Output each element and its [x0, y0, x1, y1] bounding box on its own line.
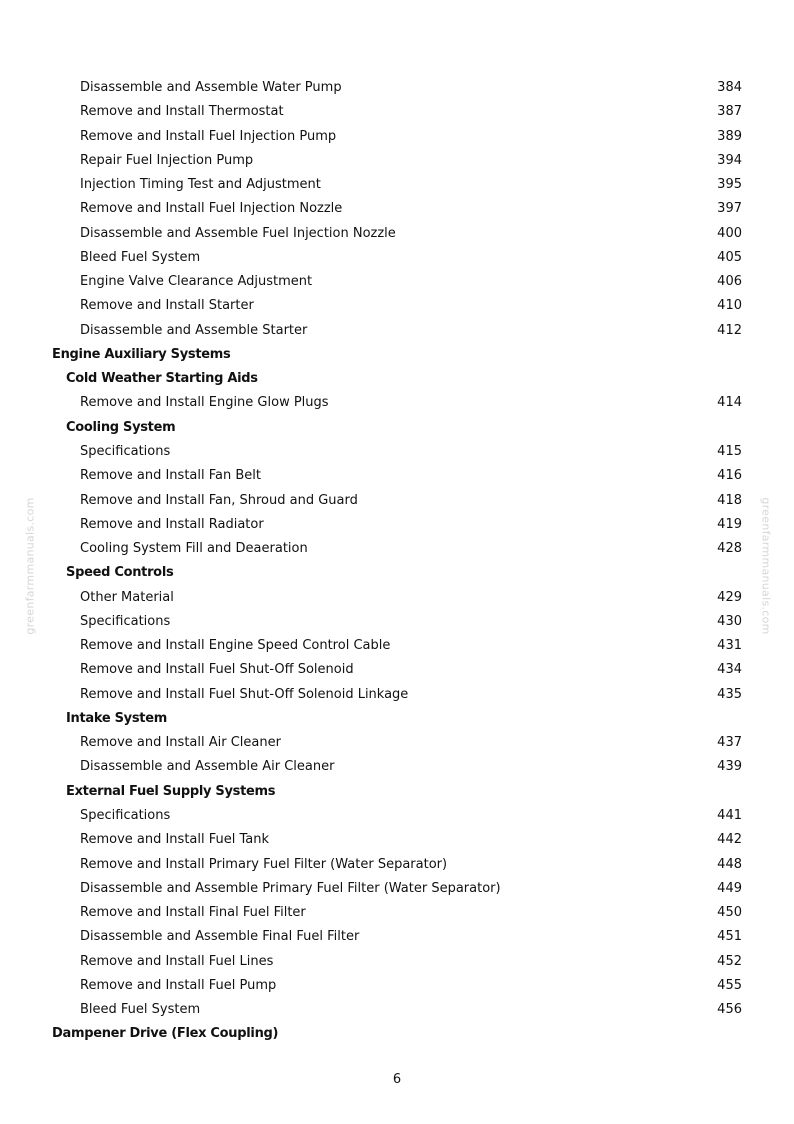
toc-entry-title: Remove and Install Thermostat — [80, 104, 284, 120]
toc-entry-title: Repair Fuel Injection Pump — [80, 152, 254, 168]
toc-entry-title: Disassemble and Assemble Water Pump — [80, 80, 342, 95]
toc-entry[interactable] — [0, 853, 794, 877]
toc-entry-title: Injection Timing Test and Adjustment — [80, 177, 321, 193]
toc-entry-page: 451 — [717, 929, 742, 945]
toc-entry[interactable] — [0, 683, 794, 707]
toc-entry[interactable] — [0, 246, 794, 270]
toc-section-heading[interactable] — [0, 343, 794, 367]
toc-entry-page: 412 — [717, 322, 742, 338]
toc-entry[interactable] — [0, 270, 794, 294]
toc-entry-title: Disassemble and Assemble Final Fuel Filter — [80, 929, 360, 945]
toc-entry-title: Cooling System Fill and Deaeration — [80, 541, 308, 557]
toc-entry-title: Remove and Install Starter — [80, 298, 254, 314]
toc-entry-page: 410 — [717, 298, 742, 314]
toc-entry-title: External Fuel Supply Systems — [66, 783, 276, 799]
toc-entry-page: 387 — [717, 104, 742, 120]
toc-entry-page: 439 — [717, 759, 742, 775]
toc-entry[interactable] — [0, 586, 794, 610]
toc-entry-title: Bleed Fuel System — [80, 249, 201, 265]
toc-entry-page: 415 — [717, 443, 742, 459]
toc-entry-page: 442 — [717, 832, 742, 848]
watermark-right: greenfarmmanuals.com — [759, 497, 773, 635]
toc-entry-title: Remove and Install Final Fuel Filter — [80, 905, 306, 921]
toc-entry[interactable] — [0, 100, 794, 124]
toc-entry-page: 428 — [717, 541, 742, 557]
toc-entry[interactable] — [0, 197, 794, 221]
toc-entry-title: Remove and Install Fuel Lines — [80, 953, 274, 969]
toc-entry[interactable] — [0, 440, 794, 464]
toc-entry[interactable] — [0, 489, 794, 513]
toc-entry-title: Engine Auxiliary Systems — [52, 346, 231, 362]
toc-entry-page: 441 — [717, 807, 742, 823]
toc-entry[interactable] — [0, 610, 794, 634]
toc-entry[interactable] — [0, 537, 794, 561]
toc-entry-page: 429 — [717, 589, 742, 605]
toc-entry-title: Disassemble and Assemble Air Cleaner — [80, 759, 335, 775]
watermark-left: greenfarmmanuals.com — [23, 497, 37, 635]
toc-entry-title: Disassemble and Assemble Starter — [80, 322, 308, 338]
toc-entry-page: 416 — [717, 468, 742, 484]
toc-entry[interactable] — [0, 950, 794, 974]
toc-entry-title: Specifications — [80, 443, 171, 459]
toc-entry[interactable] — [0, 391, 794, 415]
toc-entry[interactable] — [0, 901, 794, 925]
toc-entry[interactable] — [0, 173, 794, 197]
toc-entry[interactable] — [0, 125, 794, 149]
toc-entry-page: 389 — [717, 128, 742, 144]
toc-entry-title: Remove and Install Fuel Tank — [80, 832, 270, 848]
toc-entry-page: 431 — [717, 638, 742, 654]
toc-entry-page: 448 — [717, 856, 742, 872]
toc-entry[interactable] — [0, 634, 794, 658]
toc-section-heading[interactable] — [0, 1022, 794, 1046]
toc-section-heading[interactable] — [0, 707, 794, 731]
toc-entry-title: Specifications — [80, 807, 171, 823]
toc-entry[interactable] — [0, 464, 794, 488]
toc-entry-title: Other Material — [80, 589, 174, 605]
toc-entry-page: 430 — [717, 613, 742, 629]
toc-entry-title: Disassemble and Assemble Primary Fuel Filter (Water Separator) — [80, 880, 501, 896]
toc-section-heading[interactable] — [0, 416, 794, 440]
toc-section-heading[interactable] — [0, 561, 794, 585]
toc-entry-page: 397 — [717, 201, 742, 217]
toc-entry-page: 434 — [717, 662, 742, 678]
toc-entry-page: 456 — [717, 1002, 742, 1018]
toc-entry[interactable] — [0, 755, 794, 779]
toc-entry-title: Remove and Install Air Cleaner — [80, 735, 281, 751]
toc-entry-title: Remove and Install Engine Speed Control Cable — [80, 638, 391, 654]
toc-entry[interactable] — [0, 76, 794, 100]
table-of-contents — [0, 76, 794, 1047]
toc-entry-title: Cooling System — [66, 419, 176, 435]
toc-entry-title: Engine Valve Clearance Adjustment — [80, 274, 313, 290]
toc-entry-title: Remove and Install Primary Fuel Filter (Water Separator) — [80, 856, 448, 872]
toc-entry-page: 384 — [717, 80, 742, 95]
page-number: 6 — [392, 1072, 402, 1087]
toc-entry-page: 418 — [717, 492, 742, 508]
toc-entry[interactable] — [0, 294, 794, 318]
toc-entry-page: 395 — [717, 177, 742, 193]
toc-entry[interactable] — [0, 998, 794, 1022]
toc-entry-title: Cold Weather Starting Aids — [66, 371, 258, 387]
toc-entry-title: Remove and Install Fuel Pump — [80, 977, 277, 993]
toc-entry-title: Specifications — [80, 613, 171, 629]
toc-entry[interactable] — [0, 974, 794, 998]
toc-section-heading[interactable] — [0, 367, 794, 391]
toc-entry-page: 455 — [717, 977, 742, 993]
toc-entry-page: 435 — [717, 686, 742, 702]
toc-entry-page: 419 — [717, 516, 742, 532]
toc-entry-title: Remove and Install Fan, Shroud and Guard — [80, 492, 358, 508]
toc-entry-page: 406 — [717, 274, 742, 290]
toc-entry-page: 394 — [717, 152, 742, 168]
toc-entry-title: Dampener Drive (Flex Coupling) — [52, 1026, 279, 1042]
toc-entry[interactable] — [0, 877, 794, 901]
toc-entry-title: Remove and Install Radiator — [80, 516, 264, 532]
toc-entry-title: Remove and Install Fuel Shut-Off Solenoid Linkage — [80, 686, 409, 702]
toc-entry-title: Intake System — [66, 710, 167, 726]
toc-entry-title: Bleed Fuel System — [80, 1002, 201, 1018]
toc-entry[interactable] — [0, 319, 794, 343]
toc-entry[interactable] — [0, 222, 794, 246]
toc-entry-page: 414 — [717, 395, 742, 411]
toc-entry-title: Remove and Install Fuel Injection Nozzle — [80, 201, 343, 217]
toc-entry-title: Disassemble and Assemble Fuel Injection Nozzle — [80, 225, 396, 241]
toc-entry-title: Remove and Install Fuel Shut-Off Solenoid — [80, 662, 354, 678]
toc-entry-title: Remove and Install Fan Belt — [80, 468, 261, 484]
toc-entry-page: 405 — [717, 249, 742, 265]
toc-entry[interactable] — [0, 658, 794, 682]
toc-entry-page: 437 — [717, 735, 742, 751]
toc-entry[interactable] — [0, 804, 794, 828]
toc-entry-title: Speed Controls — [66, 565, 174, 581]
toc-entry[interactable] — [0, 513, 794, 537]
toc-entry[interactable] — [0, 731, 794, 755]
toc-entry-page: 450 — [717, 905, 742, 921]
toc-entry-title: Remove and Install Fuel Injection Pump — [80, 128, 337, 144]
toc-section-heading[interactable] — [0, 780, 794, 804]
toc-entry[interactable] — [0, 925, 794, 949]
toc-entry-page: 452 — [717, 953, 742, 969]
toc-entry[interactable] — [0, 828, 794, 852]
toc-entry[interactable] — [0, 149, 794, 173]
toc-entry-page: 449 — [717, 880, 742, 896]
toc-entry-title: Remove and Install Engine Glow Plugs — [80, 395, 329, 411]
toc-entry-page: 400 — [717, 225, 742, 241]
